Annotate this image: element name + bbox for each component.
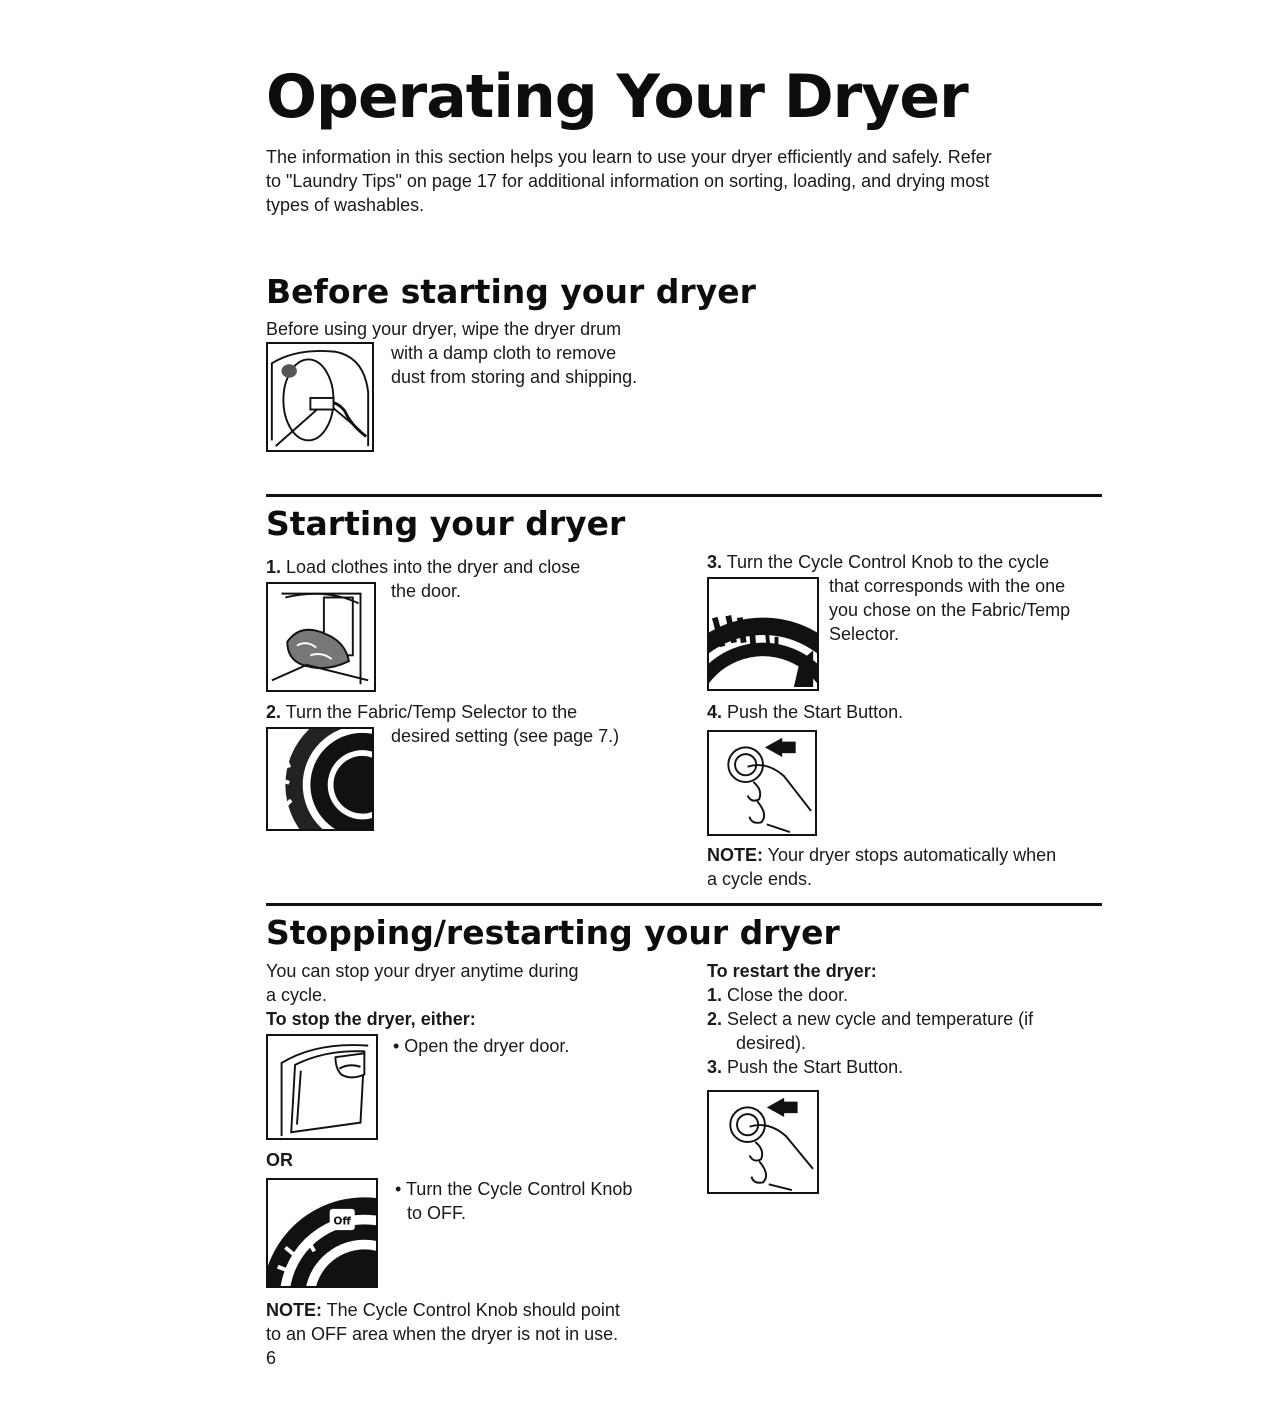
start-button-push-icon: [709, 732, 815, 834]
intro-line: The information in this section helps you learn to use your dryer efficiently and safely. Refer: [266, 147, 992, 167]
step-3: [707, 550, 1049, 574]
step-3-cont: you chose on the Fabric/Temp: [829, 600, 1071, 620]
step-text: Turn the Cycle Control Knob to the cycle: [726, 552, 1050, 572]
knob-off-text: Off: [333, 1215, 352, 1228]
restart-label: To restart the dryer:: [707, 961, 877, 981]
step-text: Select a new cycle and temperature (if: [727, 1009, 1034, 1029]
step-4: [707, 700, 903, 724]
step-number: 3.: [707, 1057, 723, 1077]
knob-off-illustration: [266, 1178, 378, 1288]
restart-step-3: [707, 1055, 1033, 1079]
step-3-cont: that corresponds with the one: [829, 576, 1066, 596]
load-clothes-illustration: [266, 582, 376, 692]
section-divider: [266, 903, 1102, 906]
page-number: 6: [266, 1348, 277, 1368]
restart-block: [707, 959, 1033, 1079]
restart-step-2: [707, 1007, 1033, 1031]
cycle-knob-icon: [709, 579, 817, 689]
step-number: 1.: [266, 557, 282, 577]
restart-step-1: [707, 983, 1033, 1007]
note-line: [707, 843, 1056, 867]
section-divider: [266, 494, 1102, 497]
stop-label: To stop the dryer, either:: [266, 1009, 476, 1029]
stopping-heading: Stopping/restarting your dryer: [266, 913, 840, 952]
before-line: Before using your dryer, wipe the dryer drum: [266, 319, 622, 339]
step-text: Close the door.: [727, 985, 849, 1005]
stop-option-2: [395, 1177, 632, 1225]
note-line: [266, 1298, 620, 1322]
stopping-note: [266, 1298, 620, 1370]
step-number: 1.: [707, 985, 723, 1005]
step-number: 2.: [266, 702, 282, 722]
before-starting-heading: Before starting your dryer: [266, 272, 756, 311]
knob-off-icon: [268, 1180, 376, 1286]
cycle-control-knob-illustration: [707, 577, 819, 691]
step-1-cont: the door.: [391, 581, 462, 601]
option-line: • Turn the Cycle Control Knob: [395, 1179, 633, 1199]
restart-step-2-cont: desired).: [736, 1033, 807, 1053]
stopping-intro: [266, 959, 579, 1031]
dryer-load-icon: [268, 584, 374, 690]
open-door-illustration: [266, 1034, 378, 1140]
start-button-push-icon: [709, 1092, 817, 1192]
wipe-drum-illustration: [266, 342, 374, 452]
note-text: Your dryer stops automatically when: [763, 845, 1057, 865]
step-number: 3.: [707, 552, 723, 572]
note-line: to an OFF area when the dryer is not in use.: [266, 1324, 619, 1344]
intro-paragraph: [266, 145, 1146, 217]
starting-note: [707, 843, 1056, 891]
step-2-cont: desired setting (see page 7.): [391, 726, 620, 746]
dryer-door-icon: [268, 1036, 376, 1138]
wipe-drum-icon: [268, 344, 372, 450]
before-line: with a damp cloth to remove: [391, 343, 617, 363]
fabric-temp-selector-illustration: [266, 727, 374, 831]
stopping-line: a cycle.: [266, 985, 328, 1005]
step-text: Load clothes into the dryer and close: [286, 557, 581, 577]
step-text: Turn the Fabric/Temp Selector to the: [285, 702, 578, 722]
note-label: NOTE:: [266, 1300, 322, 1320]
step-3-cont: Selector.: [829, 624, 900, 644]
page-title: Operating Your Dryer: [266, 62, 968, 132]
note-text: The Cycle Control Knob should point: [322, 1300, 620, 1320]
note-label: NOTE:: [707, 845, 763, 865]
step-number: 4.: [707, 702, 723, 722]
or-label: OR: [266, 1150, 293, 1170]
stopping-line: You can stop your dryer anytime during: [266, 961, 579, 981]
intro-line: types of washables.: [266, 195, 425, 215]
note-line: a cycle ends.: [707, 869, 813, 889]
step-1: [266, 555, 580, 579]
before-line: dust from storing and shipping.: [391, 367, 638, 387]
restart-start-button-illustration: [707, 1090, 819, 1194]
selector-knob-icon: [268, 729, 372, 829]
step-2: [266, 700, 577, 724]
step-number: 2.: [707, 1009, 723, 1029]
start-button-illustration: [707, 730, 817, 836]
intro-line: to "Laundry Tips" on page 17 for additional information on sorting, loading, and drying most: [266, 171, 990, 191]
option-line: to OFF.: [407, 1203, 467, 1223]
starting-heading: Starting your dryer: [266, 504, 626, 543]
step-text: Push the Start Button.: [727, 1057, 904, 1077]
step-text: Push the Start Button.: [727, 702, 904, 722]
stop-option-1: • Open the dryer door.: [393, 1036, 570, 1056]
